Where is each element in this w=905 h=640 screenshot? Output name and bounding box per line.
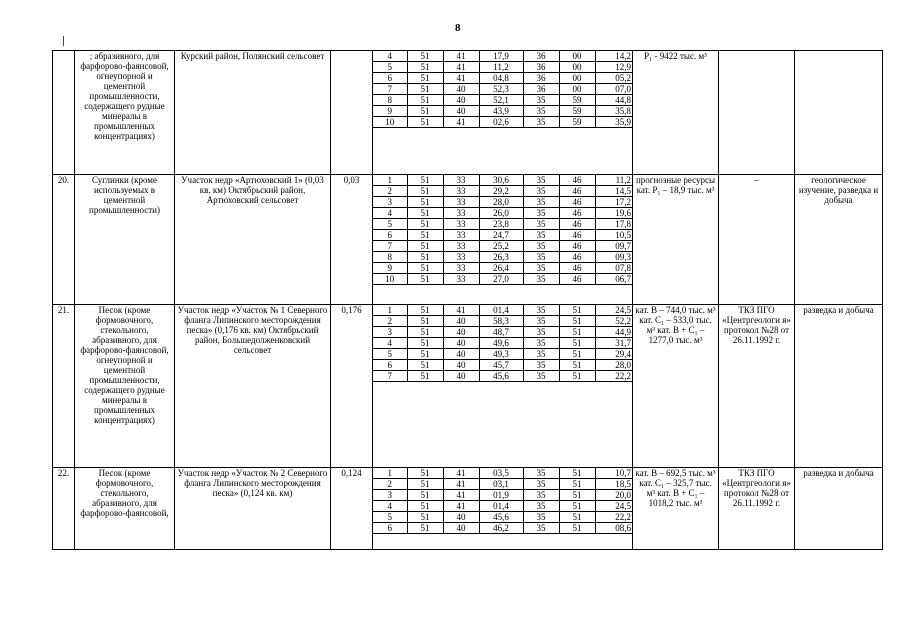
coordinate-point-row: [373, 106, 633, 117]
coordinate-value: 41: [443, 490, 479, 501]
coordinate-point-row: [373, 230, 633, 241]
coordinate-value: 35: [523, 316, 559, 327]
coordinate-point-row: [373, 219, 633, 230]
coordinate-value: 35: [523, 263, 559, 274]
point-number: 5: [373, 62, 407, 73]
margin-mark: [63, 36, 64, 46]
coordinate-value: 35: [523, 117, 559, 128]
coordinate-value: 26,4: [479, 263, 523, 274]
coordinate-value: 09,7: [595, 241, 633, 252]
coordinate-value: 03,5: [479, 468, 523, 479]
coordinate-value: 35: [523, 197, 559, 208]
coordinates-cell: [373, 175, 633, 305]
point-number: 3: [373, 327, 407, 338]
area-cell: 0,124: [331, 468, 373, 550]
coordinate-value: 51: [407, 338, 443, 349]
coordinate-value: 44,8: [595, 95, 633, 106]
coordinate-value: 40: [443, 371, 479, 382]
point-number: 1: [373, 305, 407, 316]
coordinate-value: 05,2: [595, 73, 633, 84]
coordinate-point-row: [373, 468, 633, 479]
coordinate-point-row: [373, 479, 633, 490]
coordinate-point-row: [373, 316, 633, 327]
point-number: 2: [373, 479, 407, 490]
coordinate-value: 35: [523, 523, 559, 534]
protocol-cell: –: [719, 175, 795, 305]
point-number: 4: [373, 208, 407, 219]
coordinate-point-row: [373, 73, 633, 84]
coordinate-value: 46: [559, 208, 595, 219]
coordinate-value: 59: [559, 106, 595, 117]
coordinate-value: 46: [559, 219, 595, 230]
coordinate-value: 41: [443, 479, 479, 490]
coordinate-value: 17,8: [595, 219, 633, 230]
coordinate-value: 51: [407, 73, 443, 84]
coordinates-table: [373, 468, 633, 534]
coordinate-value: 51: [407, 274, 443, 285]
mineral-cell: Суглинки (кроме используемых в цементной промышленности): [75, 175, 175, 305]
resources-cell: кат. В – 692,5 тыс. м³ кат. С₁ – 325,7 тыс. м³ кат. В + С₁ – 1018,2 тыс. м³: [633, 468, 719, 550]
coordinate-value: 33: [443, 197, 479, 208]
coordinate-value: 40: [443, 327, 479, 338]
table-row: [53, 468, 883, 550]
coordinate-value: 45,6: [479, 512, 523, 523]
coordinate-value: 06,7: [595, 274, 633, 285]
point-number: 5: [373, 349, 407, 360]
coordinate-value: 59: [559, 95, 595, 106]
point-number: 2: [373, 316, 407, 327]
coordinate-point-row: [373, 274, 633, 285]
coordinate-value: 35: [523, 479, 559, 490]
protocol-cell: ТКЗ ПГО «Центргеологи я» протокол №28 от 26.11.1992 г.: [719, 468, 795, 550]
table-row: [53, 51, 883, 175]
coordinate-value: 51: [407, 501, 443, 512]
coordinate-point-row: [373, 84, 633, 95]
coordinate-value: 51: [407, 95, 443, 106]
coordinate-value: 51: [559, 501, 595, 512]
coordinate-value: 51: [407, 360, 443, 371]
coordinate-value: 46,2: [479, 523, 523, 534]
coordinate-value: 36: [523, 84, 559, 95]
mineral-cell: Песок (кроме формовочного, стекольного, абразивного, для фарфорово-фаянсовой,: [75, 468, 175, 550]
coordinate-point-row: [373, 523, 633, 534]
coordinate-value: 40: [443, 106, 479, 117]
coordinate-value: 17,2: [595, 197, 633, 208]
coordinate-value: 35: [523, 106, 559, 117]
coordinate-value: 51: [407, 468, 443, 479]
subsoil-registry-table: [52, 50, 883, 550]
coordinate-point-row: [373, 490, 633, 501]
point-number: 4: [373, 338, 407, 349]
coordinate-value: 35: [523, 501, 559, 512]
mineral-cell: ; абразивного, для фарфорово-фаянсовой, огнеупорной и цементной промышленности, содержащего рудные минералы в промышленных концентрациях): [75, 51, 175, 175]
area-cell: [331, 51, 373, 175]
coordinate-value: 45,6: [479, 371, 523, 382]
coordinate-value: 44,9: [595, 327, 633, 338]
coordinate-value: 01,4: [479, 305, 523, 316]
coordinate-value: 41: [443, 62, 479, 73]
coordinate-value: 33: [443, 241, 479, 252]
coordinate-value: 51: [407, 84, 443, 95]
coordinate-value: 51: [559, 512, 595, 523]
page-number: 8: [455, 22, 461, 34]
coordinate-value: 51: [407, 349, 443, 360]
coordinate-value: 51: [559, 371, 595, 382]
coordinate-point-row: [373, 305, 633, 316]
coordinate-value: 51: [559, 327, 595, 338]
coordinate-point-row: [373, 51, 633, 62]
row-number-cell: 22.: [53, 468, 75, 550]
coordinate-value: 02,6: [479, 117, 523, 128]
coordinate-value: 00: [559, 51, 595, 62]
purpose-cell: [795, 51, 883, 175]
area-cell: 0,03: [331, 175, 373, 305]
coordinate-value: 24,7: [479, 230, 523, 241]
coordinate-value: 35: [523, 241, 559, 252]
coordinate-value: 46: [559, 175, 595, 186]
coordinate-value: 35: [523, 95, 559, 106]
coordinate-value: 28,0: [595, 360, 633, 371]
coordinate-value: 07,0: [595, 84, 633, 95]
coordinate-value: 10,5: [595, 230, 633, 241]
coordinate-value: 17,9: [479, 51, 523, 62]
coordinate-value: 29,2: [479, 186, 523, 197]
coordinate-value: 33: [443, 252, 479, 263]
point-number: 6: [373, 523, 407, 534]
point-number: 3: [373, 490, 407, 501]
coordinate-value: 46: [559, 263, 595, 274]
coordinate-value: 35: [523, 338, 559, 349]
coordinate-value: 51: [407, 230, 443, 241]
coordinate-point-row: [373, 252, 633, 263]
mineral-cell: Песок (кроме формовочного, стекольного, абразивного, для фарфорово-фаянсовой, огнеупорной и цементной промышленности, содержащего рудные минералы в промышленных концентрациях): [75, 305, 175, 468]
coordinate-value: 00: [559, 62, 595, 73]
coordinate-value: 40: [443, 95, 479, 106]
coordinate-value: 11,2: [479, 62, 523, 73]
coordinate-point-row: [373, 263, 633, 274]
coordinate-value: 40: [443, 349, 479, 360]
coordinate-point-row: [373, 338, 633, 349]
coordinate-value: 35: [523, 219, 559, 230]
coordinate-value: 08,6: [595, 523, 633, 534]
resources-cell: кат. В – 744,0 тыс. м³ кат. С₁ – 533,0 тыс. м³ кат. В + С₁ – 1277,0 тыс. м³: [633, 305, 719, 468]
coordinate-value: 52,2: [595, 316, 633, 327]
coordinate-value: 24,5: [595, 501, 633, 512]
coordinate-value: 14,5: [595, 186, 633, 197]
coordinate-value: 41: [443, 51, 479, 62]
coordinate-point-row: [373, 512, 633, 523]
coordinate-value: 51: [407, 523, 443, 534]
coordinate-value: 18,5: [595, 479, 633, 490]
coordinate-value: 00: [559, 73, 595, 84]
coordinate-value: 51: [559, 468, 595, 479]
coordinates-cell: [373, 468, 633, 550]
coordinate-value: 51: [407, 512, 443, 523]
coordinate-value: 35: [523, 208, 559, 219]
coordinate-value: 33: [443, 230, 479, 241]
coordinate-value: 33: [443, 219, 479, 230]
coordinate-value: 41: [443, 305, 479, 316]
area-cell: 0,176: [331, 305, 373, 468]
coordinate-value: 04,8: [479, 73, 523, 84]
coordinate-value: 24,5: [595, 305, 633, 316]
coordinate-value: 28,0: [479, 197, 523, 208]
coordinate-value: 51: [559, 338, 595, 349]
coordinate-value: 45,7: [479, 360, 523, 371]
coordinate-value: 51: [407, 479, 443, 490]
coordinate-point-row: [373, 371, 633, 382]
coordinate-value: 35: [523, 371, 559, 382]
coordinate-value: 51: [407, 241, 443, 252]
coordinate-value: 35: [523, 230, 559, 241]
coordinate-value: 35: [523, 349, 559, 360]
coordinate-value: 12,9: [595, 62, 633, 73]
coordinate-value: 51: [407, 252, 443, 263]
coordinate-value: 19,6: [595, 208, 633, 219]
row-number-cell: [53, 51, 75, 175]
coordinate-point-row: [373, 327, 633, 338]
coordinate-value: 33: [443, 263, 479, 274]
coordinate-value: 40: [443, 338, 479, 349]
coordinate-value: 51: [559, 523, 595, 534]
coordinate-value: 51: [559, 349, 595, 360]
coordinate-value: 35: [523, 360, 559, 371]
point-number: 10: [373, 117, 407, 128]
location-cell: Участок недр «Участок № 1 Северного фланга Липинского месторождения песка» (0,176 кв. км) Октябрьский район, Большедолженковский сельсовет: [175, 305, 331, 468]
coordinate-point-row: [373, 95, 633, 106]
coordinate-value: 33: [443, 274, 479, 285]
coordinate-value: 51: [407, 175, 443, 186]
coordinate-value: 46: [559, 197, 595, 208]
coordinate-value: 51: [407, 197, 443, 208]
coordinate-value: 35: [523, 305, 559, 316]
coordinate-value: 52,3: [479, 84, 523, 95]
coordinate-point-row: [373, 117, 633, 128]
coordinate-value: 51: [559, 305, 595, 316]
coordinates-table: [373, 175, 633, 285]
coordinate-value: 51: [559, 490, 595, 501]
coordinate-point-row: [373, 349, 633, 360]
coordinate-value: 46: [559, 230, 595, 241]
coordinate-value: 22,2: [595, 512, 633, 523]
coordinate-value: 40: [443, 316, 479, 327]
coordinate-value: 36: [523, 73, 559, 84]
coordinate-value: 07,8: [595, 263, 633, 274]
coordinate-value: 33: [443, 186, 479, 197]
coordinate-value: 51: [407, 263, 443, 274]
coordinate-value: 51: [407, 186, 443, 197]
coordinate-value: 51: [407, 371, 443, 382]
coordinate-point-row: [373, 197, 633, 208]
coordinate-point-row: [373, 241, 633, 252]
row-number-cell: 20.: [53, 175, 75, 305]
point-number: 8: [373, 95, 407, 106]
table-row: [53, 305, 883, 468]
coordinate-value: 35: [523, 274, 559, 285]
coordinate-value: 52,1: [479, 95, 523, 106]
coordinate-value: 20,0: [595, 490, 633, 501]
coordinate-value: 35,8: [595, 106, 633, 117]
coordinate-value: 40: [443, 512, 479, 523]
coordinate-value: 40: [443, 360, 479, 371]
point-number: 7: [373, 241, 407, 252]
coordinate-value: 25,2: [479, 241, 523, 252]
coordinates-cell: [373, 51, 633, 175]
coordinate-value: 35: [523, 252, 559, 263]
coordinate-value: 31,7: [595, 338, 633, 349]
point-number: 1: [373, 468, 407, 479]
point-number: 6: [373, 230, 407, 241]
coordinate-value: 51: [407, 51, 443, 62]
coordinate-value: 51: [559, 360, 595, 371]
coordinate-point-row: [373, 175, 633, 186]
coordinate-value: 48,7: [479, 327, 523, 338]
coordinates-table: [373, 305, 633, 382]
point-number: 4: [373, 51, 407, 62]
coordinate-value: 59: [559, 117, 595, 128]
coordinate-value: 35: [523, 490, 559, 501]
coordinate-value: 41: [443, 117, 479, 128]
coordinate-value: 03,1: [479, 479, 523, 490]
location-cell: Участок недр «Участок № 2 Северного фланга Липинского месторождения песка» (0,124 кв. км): [175, 468, 331, 550]
point-number: 6: [373, 73, 407, 84]
coordinate-value: 41: [443, 468, 479, 479]
point-number: 1: [373, 175, 407, 186]
coordinate-value: 35,9: [595, 117, 633, 128]
coordinate-value: 10,7: [595, 468, 633, 479]
protocol-cell: ТКЗ ПГО «Центргеологи я» протокол №28 от 26.11.1992 г.: [719, 305, 795, 468]
point-number: 7: [373, 371, 407, 382]
point-number: 6: [373, 360, 407, 371]
coordinate-value: 51: [407, 106, 443, 117]
coordinate-value: 29,4: [595, 349, 633, 360]
resources-cell: прогнозные ресурсы кат. P₁ – 18,9 тыс. м³: [633, 175, 719, 305]
coordinate-value: 35: [523, 327, 559, 338]
coordinate-value: 23,8: [479, 219, 523, 230]
coordinate-value: 00: [559, 84, 595, 95]
coordinate-value: 40: [443, 84, 479, 95]
coordinate-value: 51: [407, 208, 443, 219]
point-number: 5: [373, 219, 407, 230]
point-number: 8: [373, 252, 407, 263]
coordinate-value: 36: [523, 51, 559, 62]
coordinate-point-row: [373, 360, 633, 371]
point-number: 5: [373, 512, 407, 523]
coordinate-value: 51: [407, 62, 443, 73]
coordinate-value: 33: [443, 208, 479, 219]
coordinate-value: 27,0: [479, 274, 523, 285]
point-number: 3: [373, 197, 407, 208]
coordinate-value: 46: [559, 241, 595, 252]
coordinate-value: 41: [443, 501, 479, 512]
coordinate-point-row: [373, 501, 633, 512]
row-number-cell: 21.: [53, 305, 75, 468]
coordinate-value: 51: [407, 219, 443, 230]
point-number: 10: [373, 274, 407, 285]
coordinate-value: 46: [559, 274, 595, 285]
point-number: 4: [373, 501, 407, 512]
coordinate-value: 35: [523, 186, 559, 197]
coordinate-value: 40: [443, 523, 479, 534]
coordinate-value: 49,6: [479, 338, 523, 349]
coordinate-value: 36: [523, 62, 559, 73]
coordinate-value: 46: [559, 252, 595, 263]
coordinate-value: 26,0: [479, 208, 523, 219]
coordinate-value: 01,4: [479, 501, 523, 512]
coordinate-value: 51: [407, 305, 443, 316]
coordinate-value: 51: [407, 327, 443, 338]
coordinate-value: 09,3: [595, 252, 633, 263]
coordinate-value: 49,3: [479, 349, 523, 360]
coordinate-value: 35: [523, 175, 559, 186]
coordinate-value: 01,9: [479, 490, 523, 501]
coordinate-value: 43,9: [479, 106, 523, 117]
coordinates-table: [373, 51, 633, 128]
coordinate-value: 35: [523, 468, 559, 479]
point-number: 9: [373, 106, 407, 117]
table-row: [53, 175, 883, 305]
coordinate-value: 11,2: [595, 175, 633, 186]
coordinate-point-row: [373, 186, 633, 197]
point-number: 2: [373, 186, 407, 197]
coordinate-point-row: [373, 62, 633, 73]
coordinate-value: 35: [523, 512, 559, 523]
coordinate-value: 58,3: [479, 316, 523, 327]
point-number: 9: [373, 263, 407, 274]
location-cell: Курский район, Полянский сельсовет: [175, 51, 331, 175]
coordinate-value: 41: [443, 73, 479, 84]
coordinate-value: 51: [407, 490, 443, 501]
purpose-cell: геологическое изучение, разведка и добыча: [795, 175, 883, 305]
coordinate-value: 22,2: [595, 371, 633, 382]
coordinate-value: 51: [559, 316, 595, 327]
coordinate-value: 51: [559, 479, 595, 490]
coordinate-value: 14,2: [595, 51, 633, 62]
location-cell: Участок недр «Артюховский 1» (0,03 кв. км) Октябрьский район, Артюховский сельсовет: [175, 175, 331, 305]
protocol-cell: [719, 51, 795, 175]
purpose-cell: разведка и добыча: [795, 305, 883, 468]
coordinate-value: 33: [443, 175, 479, 186]
coordinate-point-row: [373, 208, 633, 219]
coordinate-value: 46: [559, 186, 595, 197]
coordinate-value: 51: [407, 117, 443, 128]
coordinate-value: 26,3: [479, 252, 523, 263]
coordinate-value: 51: [407, 316, 443, 327]
coordinates-cell: [373, 305, 633, 468]
coordinate-value: 30,6: [479, 175, 523, 186]
purpose-cell: разведка и добыча: [795, 468, 883, 550]
point-number: 7: [373, 84, 407, 95]
resources-cell: P₁ - 9422 тыс. м³: [633, 51, 719, 175]
